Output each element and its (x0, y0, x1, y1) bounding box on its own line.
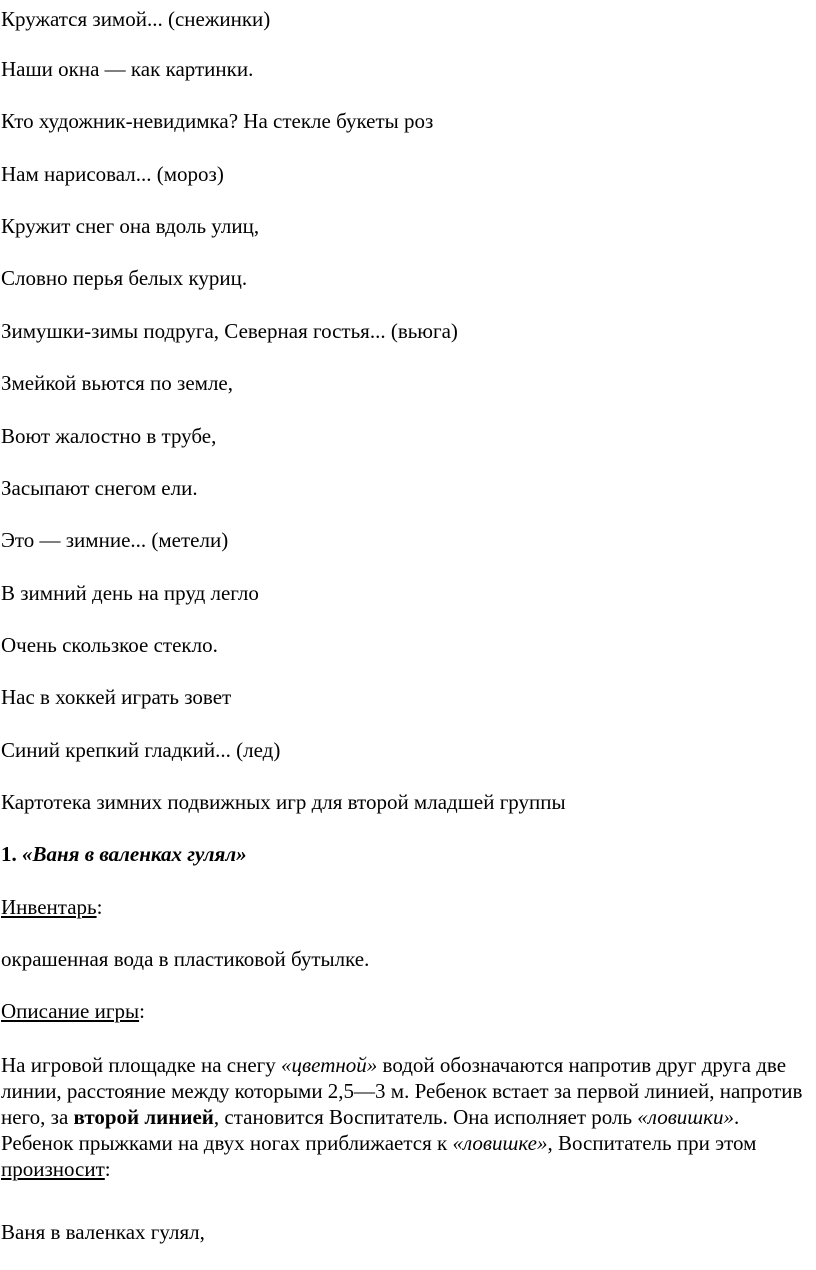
riddle-line: Кружатся зимой... (снежинки) (1, 7, 271, 31)
riddle-line: Наши окна — как картинки. (1, 57, 254, 81)
inventory-colon: : (96, 895, 103, 919)
description-text: На игровой площадке на снегу (1, 1053, 282, 1077)
riddle-line: Змейкой вьются по земле, (1, 371, 234, 395)
description-text: : (104, 1157, 111, 1181)
inventory-label: Инвентарь (1, 895, 97, 919)
riddle-line: Кто художник-невидимка? На стекле букеты роз (1, 109, 434, 133)
riddle-line: Нас в хоккей играть зовет (1, 685, 232, 709)
game-description (1, 1052, 816, 1182)
description-text: . Ребенок прыжками на двух ногах приближается к (1, 1105, 740, 1155)
game-heading (1, 841, 247, 868)
description-bold: второй линией (73, 1105, 214, 1129)
game-number: 1. (1, 842, 17, 866)
riddle-line: Очень скользкое стекло. (1, 633, 218, 657)
description-text: водой обозначаются напротив друг друга две линии, расстояние между которыми 2,5—3 м. Ребенок встает за первой линией, напротив него, за (1, 1053, 803, 1129)
description-text: , становится Воспитатель. Она исполняет роль (213, 1105, 638, 1129)
riddle-line: Зимушки-зимы подруга, Северная гостья... (вьюга) (1, 319, 458, 343)
description-italic: «цветной» (281, 1053, 378, 1077)
riddle-line: В зимний день на пруд легло (1, 581, 259, 605)
game-title: «Ваня в валенках гулял» (22, 842, 247, 866)
riddle-line: Синий крепкий гладкий... (лед) (1, 738, 281, 762)
inventory-text: окрашенная вода в пластиковой бутылке. (1, 947, 370, 971)
riddle-line: Это — зимние... (метели) (1, 528, 229, 552)
riddle-line: Кружит снег она вдоль улиц, (1, 214, 260, 238)
verse-line: Ваня в валенках гулял, (1, 1220, 205, 1244)
riddle-line: Словно перья белых куриц. (1, 266, 248, 290)
card-index-title: Картотека зимних подвижных игр для второй младшей группы (1, 790, 566, 814)
description-label: Описание игры (1, 999, 140, 1023)
riddle-line: Нам нарисовал... (мороз) (1, 162, 224, 186)
inventory-heading (1, 894, 102, 921)
description-italic: «ловишки» (637, 1105, 734, 1129)
description-heading (1, 998, 145, 1025)
description-underlined: произносит (1, 1157, 105, 1181)
riddle-line: Воют жалостно в трубе, (1, 424, 217, 448)
description-text: , Воспитатель при этом (547, 1131, 757, 1155)
description-colon: : (139, 999, 145, 1023)
description-italic: «ловишке» (452, 1131, 548, 1155)
riddle-line: Засыпают снегом ели. (1, 476, 198, 500)
